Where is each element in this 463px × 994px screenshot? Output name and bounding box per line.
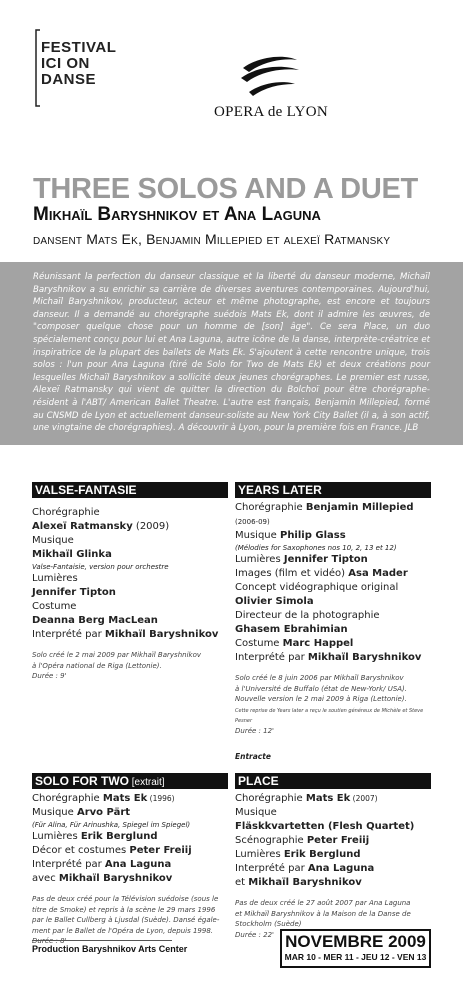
composer-name: Fläskkvartetten (Flesh Quartet) [235,821,415,832]
lighting-name: Erik Berglund [80,831,158,842]
performer-name: Ana Laguna [104,859,172,870]
credit-label: Musique [235,807,277,818]
section-title: SOLO FOR TWO [35,774,129,788]
page-subtitle: Mikhaïl Baryshnikov et Ana Laguna [33,204,321,225]
dates-box [280,929,431,968]
section-heading: PLACE [235,773,431,789]
composer-name: Arvo Pärt [76,807,131,818]
credit-line [235,567,431,581]
festival-line: ICI ON [41,55,90,72]
credit-line [32,806,228,820]
note-line: à l'Opéra national de Riga (Lettonie). [32,661,162,670]
images-name: Asa Mader [348,568,408,579]
section-place [235,773,431,940]
credit-label: Directeur de la photographie [235,610,380,621]
credit-label: Interprété par [235,863,308,874]
duration: Durée : 9' [32,672,67,680]
performance-dates: MAR 10 - MER 11 - JEU 12 - VEN 13 [284,952,427,962]
credit-label: Chorégraphie [235,793,306,804]
credit-label: Lumières [235,849,284,860]
section-heading [32,773,228,789]
note-line: à l'Université de Buffalo (état de New-York/ USA). [235,684,408,693]
credit-line [32,830,228,844]
page-title: THREE SOLOS AND A DUET [33,173,418,205]
intermission-label: Entracte [235,752,271,761]
section-heading: VALSE-FANTASIE [32,482,228,498]
month-year: NOVEMBRE 2009 [285,932,426,951]
credit-label: et [235,877,249,888]
credits [32,506,228,682]
duration: Durée : 12' [235,726,274,735]
credit-label: Images (film et vidéo) [235,568,349,579]
credit-label: Scénographie [235,835,307,846]
premiere-note [32,894,228,947]
credits [235,792,431,940]
section-heading: YEARS LATER [235,482,431,498]
credit-line [235,834,431,848]
credit-line [235,792,431,806]
costume-name: Deanna Berg MacLean [32,615,158,626]
credit-label: Interprété par [32,629,105,640]
festival-line: FESTIVAL [41,39,117,56]
choreographer-name: Benjamin Millepied [305,502,414,513]
note-line: Pas de deux créé le 27 août 2007 par Ana Laguna [235,899,411,907]
performer-name: Mikhaïl Baryshnikov [104,629,219,640]
note-line: Pas de deux créé pour la Télévision suédoise (sous le [32,895,219,903]
credit-label: Interprété par [32,859,105,870]
credit-label: Chorégraphie [32,793,103,804]
credits [32,792,228,947]
credit-line [235,553,431,567]
performer-name: Mikhaïl Baryshnikov [248,877,362,888]
costume-name: Marc Happel [282,638,354,649]
note-line: Solo créé le 2 mai 2009 par Mikhaïl Baryshnikov [32,651,201,659]
credit-label: Lumières [32,573,78,584]
credit-label: Lumières [32,831,81,842]
premiere-note [32,650,228,682]
credit-line [32,844,228,858]
opera-name: OPERA de LYON [213,104,329,120]
credit-line [32,858,228,872]
credit-line [32,792,228,806]
section-valse-fantasie [32,482,228,682]
credit-line [235,637,431,651]
photography-director-name: Ghasem Ebrahimian [235,624,348,635]
credit-line [235,529,431,543]
festival-line: DANSE [41,71,97,88]
choreographer-name: Alexeï Ratmansky [32,521,133,532]
set-design-name: Peter Freiij [306,835,370,846]
credit-label: avec [32,873,59,884]
credit-line [32,872,228,886]
credit-label: Interprété par [235,652,308,663]
section-solo-for-two [32,773,228,947]
note-line: Stockholm (Suède) [235,920,302,928]
composer-name: Mikhaïl Glinka [32,549,112,560]
year: (2007) [350,794,378,803]
note-line: Solo créé le 8 juin 2006 par Mikhaïl Baryshnikov [235,674,404,682]
credit-line [235,848,431,862]
performer-name: Ana Laguna [307,863,375,874]
credit-label: Décor et costumes [32,845,130,856]
choreographers-line: dansent Mats Ek, Benjamin Millepied et alexeï Ratmansky [33,231,391,247]
credit-label: Musique [32,535,74,546]
performer-name: Mikhaïl Baryshnikov [58,873,173,884]
music-detail: Valse-Fantaisie, version pour orchestre [32,563,169,571]
credit-line [32,628,228,642]
lighting-name: Jennifer Tipton [32,587,116,598]
choreographer-name: Mats Ek [102,793,148,804]
credit-label: Musique [32,807,77,818]
production-credit: Production Baryshnikov Arts Center [32,940,172,954]
opera-lyon-logo-icon [235,52,305,100]
credits [235,501,431,764]
note-line: et Mikhaïl Baryshnikov à la Maison de la Danse de [235,909,411,918]
credit-line [235,876,431,890]
credit-label: Chorégraphie [32,507,100,518]
section-years-later [235,482,431,764]
music-detail: (Mélodies for Saxophones nos 10, 2, 13 et 12) [235,544,397,552]
year: (2009) [132,521,170,532]
section-title-extra: [extrait] [129,777,165,788]
credit-label: Lumières [235,554,284,565]
duration: Durée : 8' [32,937,67,945]
composer-name: Philip Glass [279,530,346,541]
credit-label: Chorégraphie [235,502,306,513]
note-line: ment par le Ballet de l'Opéra de Lyon, depuis 1998. [32,926,214,935]
credit-label: Concept vidéographique original [235,582,399,593]
premiere-note [235,673,431,736]
credit-label: Costume [32,601,77,612]
performer-name: Mikhaïl Baryshnikov [307,652,422,663]
note-line: titre de Smoke) et repris à la scène le 29 mars 1996 [32,905,216,914]
lighting-name: Jennifer Tipton [283,554,368,565]
choreographer-name: Mats Ek [305,793,351,804]
sponsor-note: Cette reprise de Years later a reçu le soutien généreux de Michèle et Steve Pesner [235,707,424,724]
video-concept-name: Olivier Simola [235,596,314,607]
year: (2006-09) [235,518,270,526]
set-costume-name: Peter Freiij [129,845,192,856]
lighting-name: Erik Berglund [283,849,361,860]
note-line: par le Ballet Cullberg à Ljusdal (Suède). Dansé égale- [32,916,220,924]
note-line: Nouvelle version le 2 mai 2009 à Riga (Lettonie). [235,695,407,703]
music-detail: (Für Alina, Für Arinushka, Spiegel im Spiegel) [32,821,191,829]
duration: Durée : 22' [235,930,274,939]
credit-line [32,520,228,534]
year: (1996) [147,794,175,803]
credit-label: Costume [235,638,283,649]
credit-label: Musique [235,530,280,541]
intro-text: Réunissant la perfection du danseur classique et la liberté du danseur moderne, Michaïl Baryshnikov a su enrichir sa carrière de diverses aventures contemporaines. Aujourd'hui, Michaïl Baryshnikov, producteur, acteur et même photographe, est encore et toujours danseur. Il a demandé au chorégraphe suédois Mats Ek, dont il admire les œuvres, de "composer quelque chose pour un homme de [son] âge". Ce sera Place, un duo spécialement conçu pour lui et Ana Laguna, autre icône de la danse, interprète-créatrice et inspiratrice de la plupart des ballets de Mats Ek. S'ajoutent à cette rencontre unique, trois solos : l'un pour Ana Laguna (tiré de Solo for Two de Mats Ek) et deux créations pour lesquelles Michaïl Baryshnikov a sollicité deux jeunes chorégraphes. Le premier est russe, Alexeï Ratmansky qui vient de quitter la direction du Bolchoï pour être chorégraphe-résident à l'ABT/ American Ballet Theatre. L'autre est français, Benjamin Millepied, formé au CNSMD de Lyon et actuellement danseur-soliste au New York City Ballet (il a, à son actif, une vingtaine de chorégraphies). A découvrir à Lyon, pour la première fois en France. JLB [33,272,430,434]
credit-line [235,501,431,529]
intro-panel [0,262,463,445]
festival-logo-text [41,40,116,88]
credit-line [235,862,431,876]
credit-line [235,651,431,665]
